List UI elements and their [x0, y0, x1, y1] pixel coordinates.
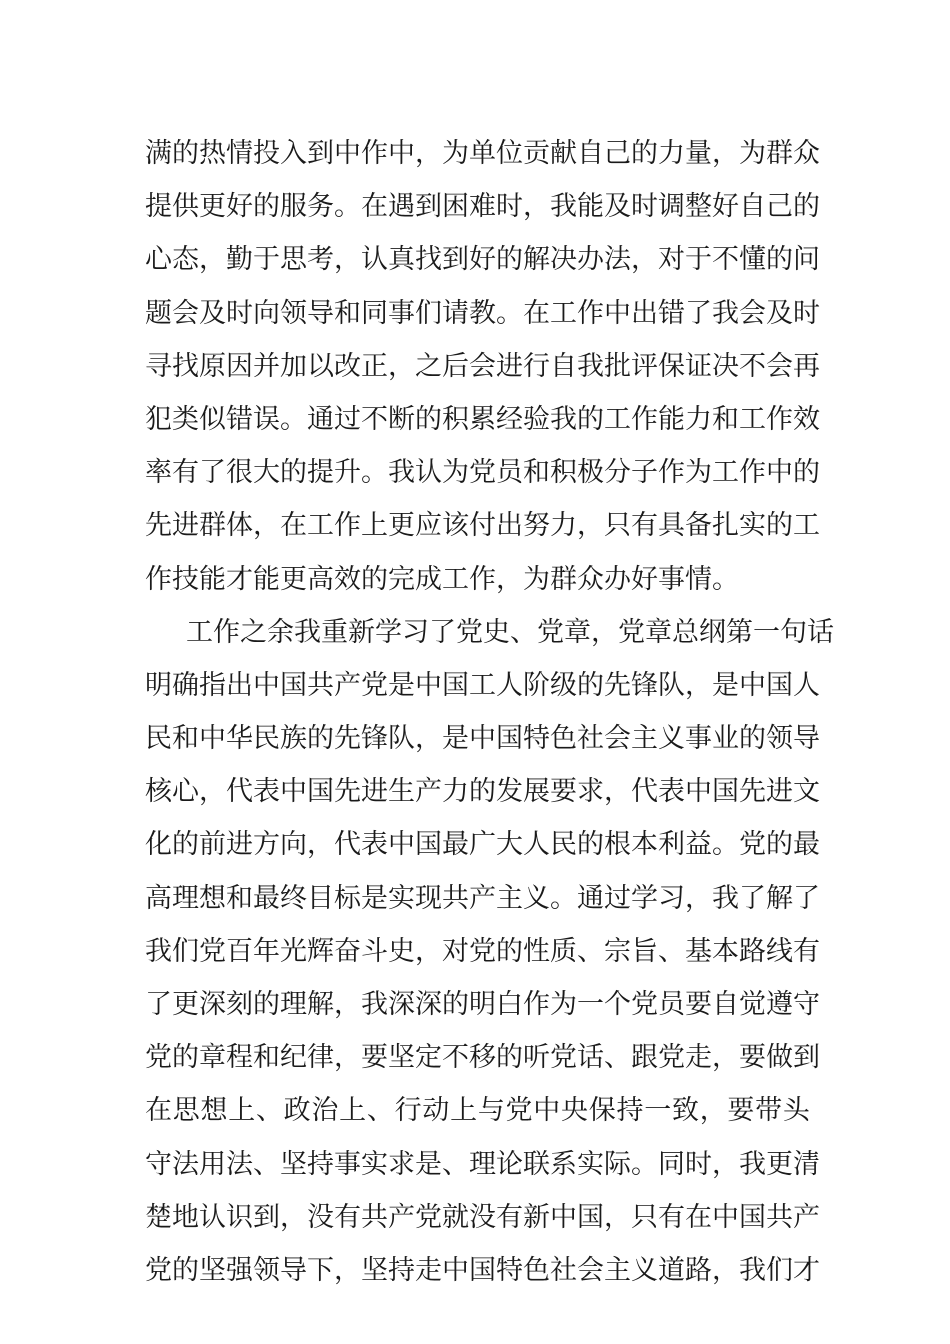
text-line: 心 态 ， 勤 于 思 考 ， 认 真 找 到 好 的 解 决 办 法 ， 对 于 不 懂 的 问: [145, 244, 820, 276]
text-line: 高 理 想 和 最 终 目 标 是 实 现 共 产 主 义 。 通 过 学 习 ， 我 了 解 了: [145, 882, 820, 914]
text-line: 作技能才能更高效的完成工作，为群众办好事情。: [145, 563, 739, 595]
text-line: 党 的 坚 强 领 导 下 ， 坚 持 走 中 国 特 色 社 会 主 义 道 路 ， 我 们 才: [145, 1254, 820, 1286]
text-line: 我 们 党 百 年 光 辉 奋 斗 史 ， 对 党 的 性 质 、 宗 旨 、 基 本 路 线 有: [145, 935, 820, 967]
text-line: 守 法 用 法 、 坚 持 事 实 求 是 、 理 论 联 系 实 际 。 同 时 ， 我 更 清: [145, 1148, 820, 1180]
text-line: 了 更 深 刻 的 理 解 ， 我 深 深 的 明 白 作 为 一 个 党 员 要 自 觉 遵 守: [145, 989, 820, 1020]
text-line: 明 确 指 出 中 国 共 产 党 是 中 国 工 人 阶 级 的 先 锋 队 ， 是 中 国 人: [145, 669, 820, 701]
text-line: 寻 找 原 因 并 加 以 改 正 ， 之 后 会 进 行 自 我 批 评 保 证 决 不 会 再: [145, 350, 820, 382]
body-text: [145, 127, 834, 1297]
text-line: 楚 地 认 识 到 ， 没 有 共 产 党 就 没 有 新 中 国 ， 只 有 在 中 国 共 产: [145, 1201, 820, 1233]
text-line: 民 和 中 华 民 族 的 先 锋 队 ， 是 中 国 特 色 社 会 主 义 事 业 的 领 导: [145, 723, 820, 755]
text-line: 在 思 想 上 、 政 治 上 、 行 动 上 与 党 中 央 保 持 一 致 ， 要 带 头: [145, 1095, 810, 1127]
text-line: 犯 类 似 错 误 。 通 过 不 断 的 积 累 经 验 我 的 工 作 能 力 和 工 作 效: [145, 403, 820, 435]
text-line: 工 作 之 余 我 重 新 学 习 了 党 史 、 党 章 ， 党 章 总 纲 第 一 句 话: [186, 616, 834, 648]
text-line: 先 进 群 体 ， 在 工 作 上 更 应 该 付 出 努 力 ， 只 有 具 备 扎 实 的 工: [145, 510, 820, 542]
text-line: 满 的 热 情 投 入 到 中 作 中 ， 为 单 位 贡 献 自 己 的 力 量 ， 为 群 众: [145, 138, 820, 169]
text-line: 化 的 前 进 方 向 ， 代 表 中 国 最 广 大 人 民 的 根 本 利 益 。 党 的 最: [145, 829, 820, 861]
text-line: 率 有 了 很 大 的 提 升 。 我 认 为 党 员 和 积 极 分 子 作 为 工 作 中 的: [145, 457, 820, 489]
text-line: 党 的 章 程 和 纪 律 ， 要 坚 定 不 移 的 听 党 话 、 跟 党 走 ， 要 做 到: [145, 1042, 820, 1074]
text-line: 核 心 ， 代 表 中 国 先 进 生 产 力 的 发 展 要 求 ， 代 表 中 国 先 进 文: [145, 776, 820, 808]
text-line: 题 会 及 时 向 领 导 和 同 事 们 请 教 。 在 工 作 中 出 错 了 我 会 及 时: [145, 297, 820, 329]
text-line: 提 供 更 好 的 服 务 。 在 遇 到 困 难 时 ， 我 能 及 时 调 整 好 自 己 的: [145, 191, 820, 223]
